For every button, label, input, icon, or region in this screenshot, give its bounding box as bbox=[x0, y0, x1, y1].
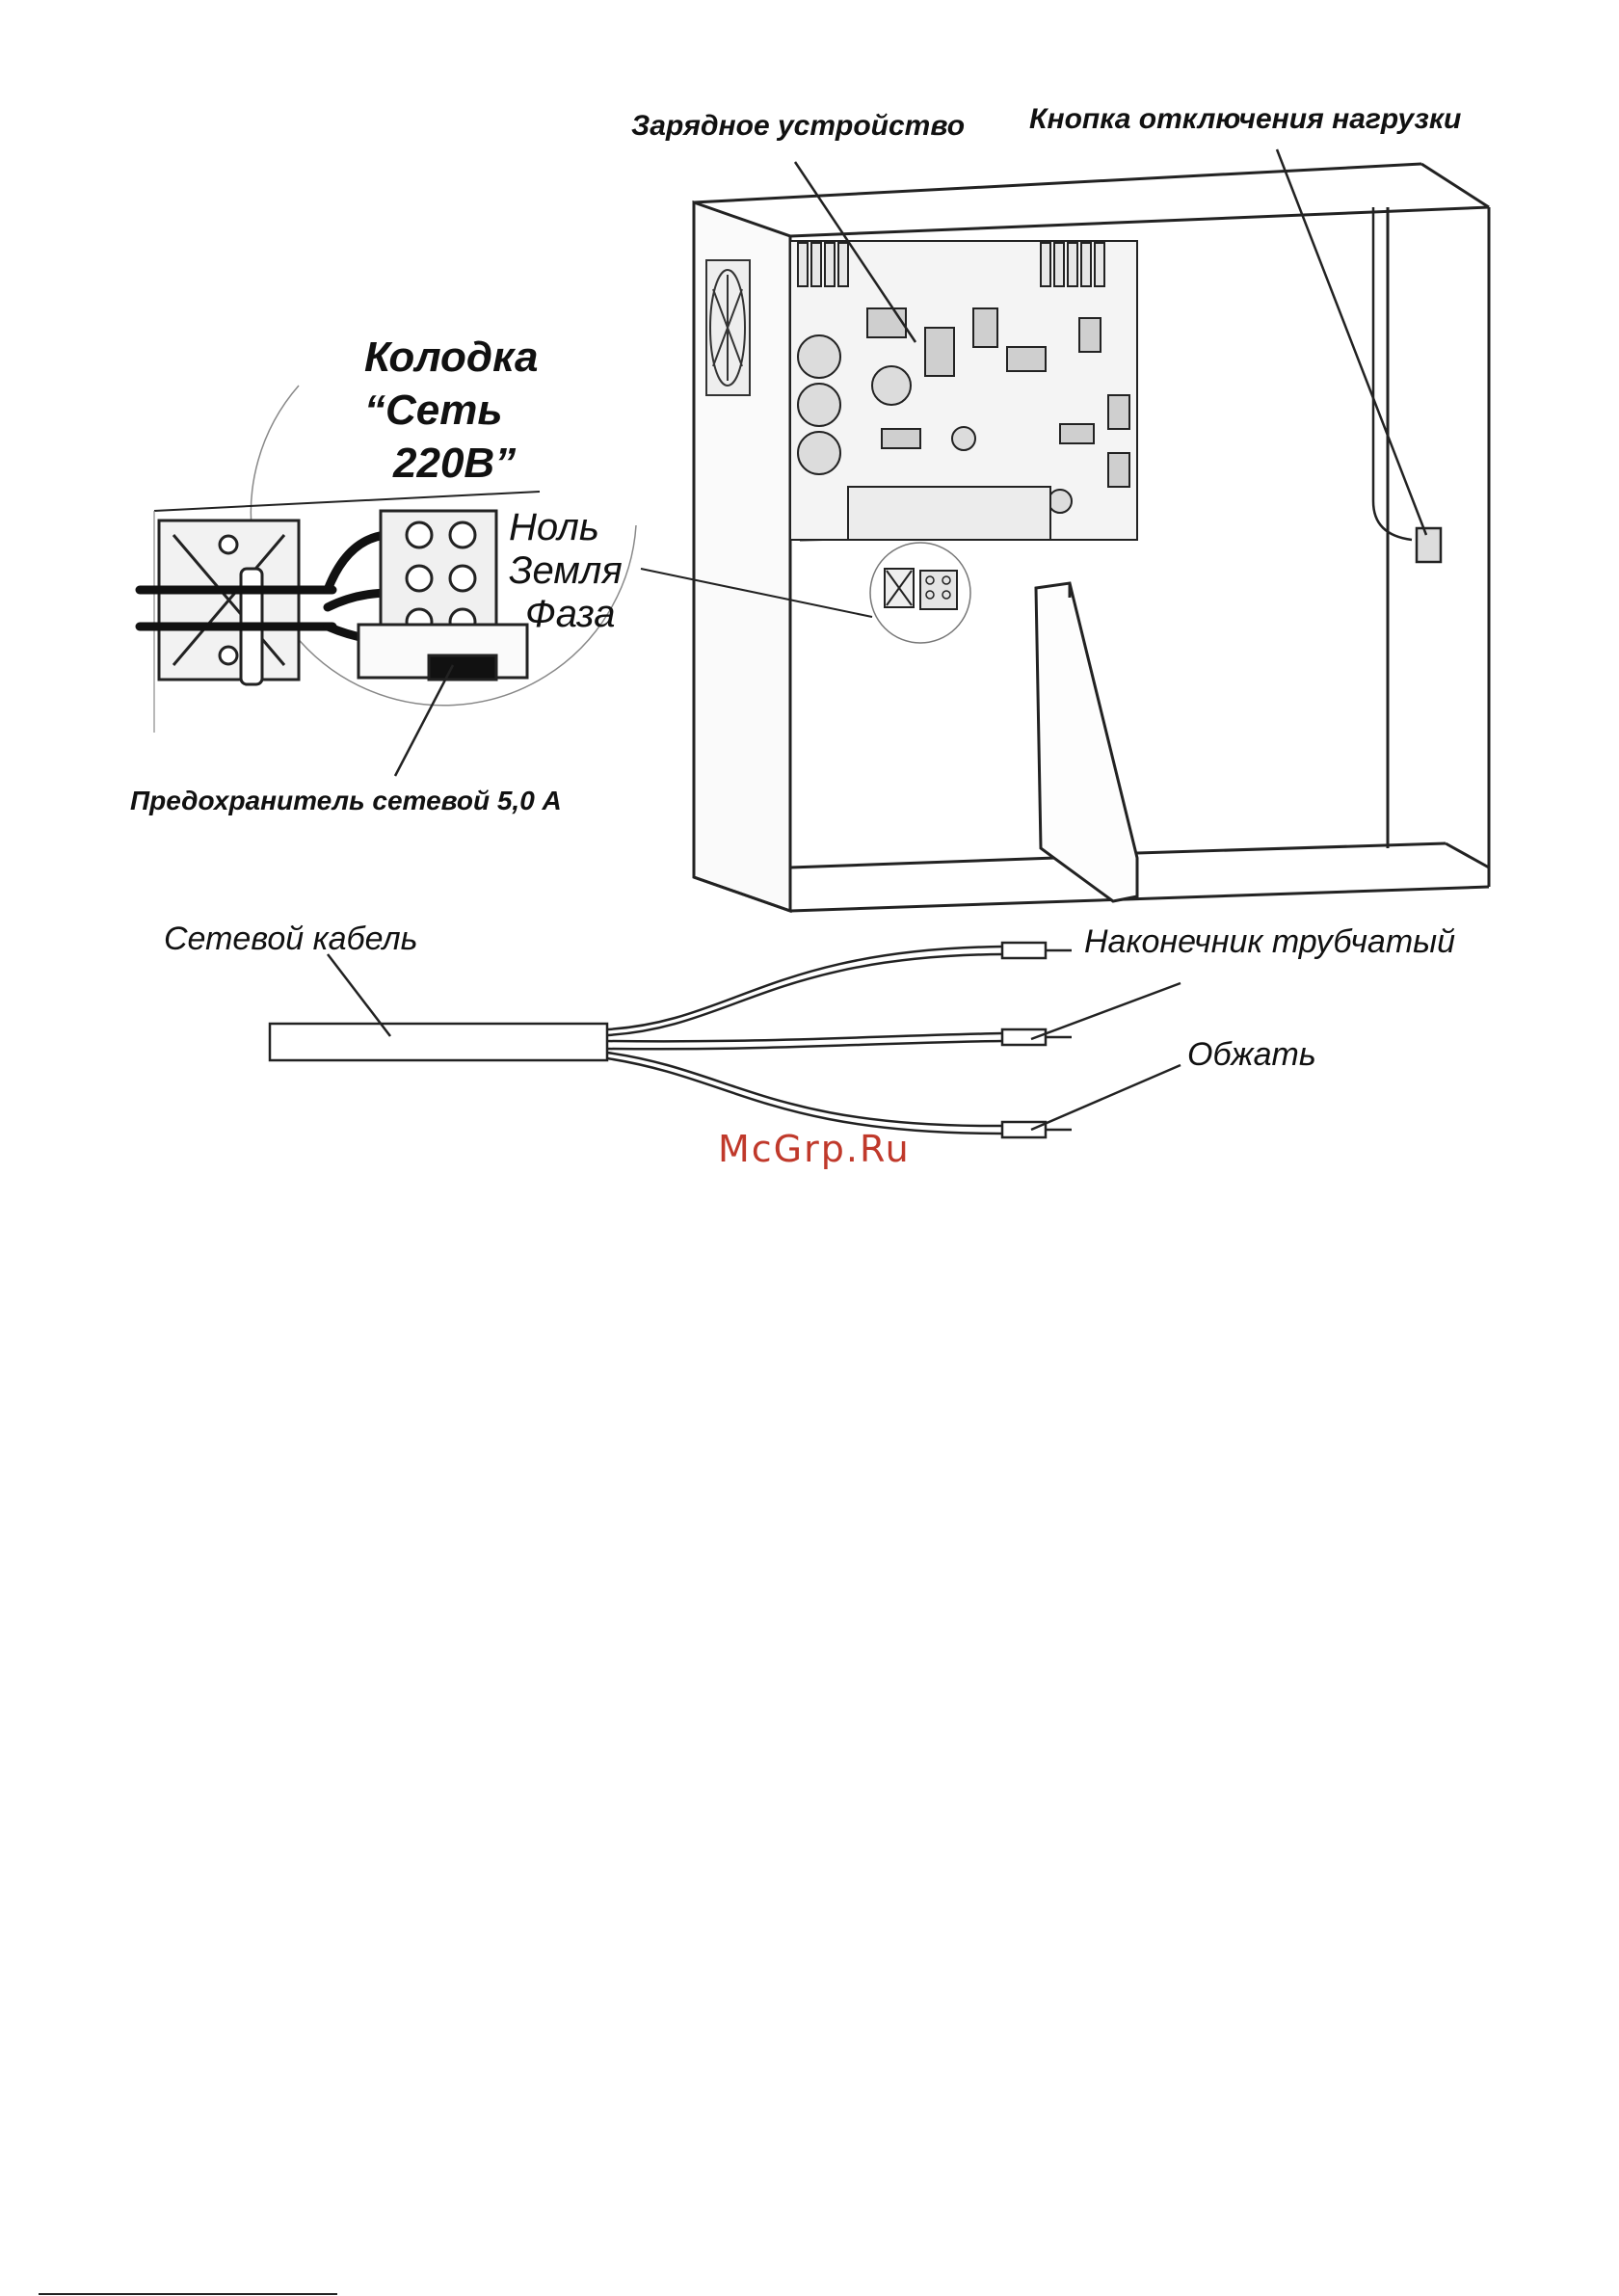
ground-label: Земля bbox=[509, 549, 623, 592]
phase-label: Фаза bbox=[525, 593, 616, 635]
charger-label: Зарядное устройство bbox=[631, 110, 966, 142]
fuse-label: Предохранитель сетевой 5,0 А bbox=[130, 786, 562, 815]
cable-clamp-icon bbox=[159, 521, 299, 684]
neutral-label: Ноль bbox=[509, 506, 599, 548]
block-title-line2: “Сеть bbox=[364, 387, 503, 434]
mains-cable bbox=[270, 943, 1072, 1137]
charger-board bbox=[790, 241, 1137, 540]
watermark: McGrp.Ru bbox=[718, 1128, 911, 1170]
block-title-line3: 220В” bbox=[393, 440, 517, 487]
fan-icon bbox=[706, 260, 750, 395]
mains-cable-label: Сетевой кабель bbox=[164, 921, 418, 957]
tube-tip-leader bbox=[1031, 983, 1181, 1039]
crimp-leader bbox=[1031, 1065, 1181, 1130]
tube-tip-label: Наконечник трубчатый bbox=[1084, 923, 1456, 960]
block-title-line1: Колодка bbox=[364, 334, 539, 381]
crimp-label: Обжать bbox=[1187, 1036, 1316, 1073]
load-switch-label: Кнопка отключения нагрузки bbox=[1029, 103, 1462, 135]
load-switch-leader bbox=[1277, 149, 1426, 535]
terminal-block-icon bbox=[358, 511, 527, 680]
terminal-block-callout-small bbox=[870, 543, 970, 643]
load-switch-button bbox=[1373, 207, 1441, 562]
